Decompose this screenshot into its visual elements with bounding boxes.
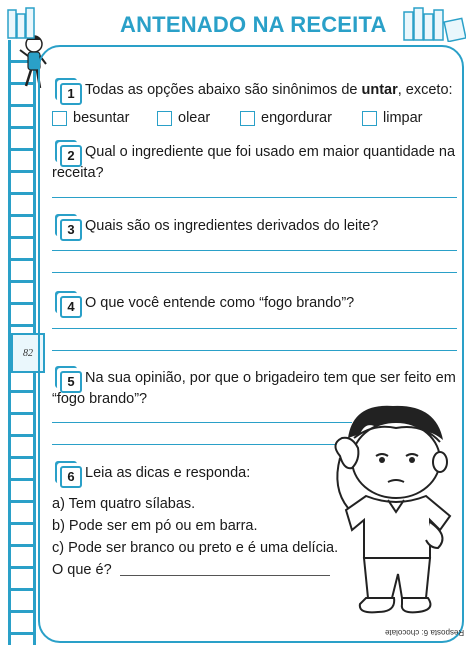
question-number-4: 4 (60, 296, 82, 318)
question-2-text-line2: receita? (52, 165, 104, 181)
question-number-3: 3 (60, 219, 82, 241)
question-number-2: 2 (60, 145, 82, 167)
question-number-6: 6 (60, 466, 82, 488)
answer-line-2[interactable] (52, 197, 457, 198)
question-1-text: Todas as opções abaixo são sinônimos de untar, exceto: (85, 82, 453, 98)
question-3-text: Quais são os ingredientes derivados do leite? (85, 218, 379, 234)
checkbox[interactable] (362, 111, 377, 126)
answer-line-5a[interactable] (52, 422, 352, 423)
question-number-5: 5 (60, 371, 82, 393)
question-5-text-line1: Na sua opinião, por que o brigadeiro tem que ser feito em (85, 370, 456, 386)
option-besuntar[interactable]: besuntar (52, 110, 129, 126)
question-6-prompt: O que é? (52, 562, 112, 578)
books-right-icon (402, 6, 466, 42)
answer-line-4b[interactable] (52, 350, 457, 351)
option-olear[interactable]: olear (157, 110, 210, 126)
checkbox[interactable] (157, 111, 172, 126)
clue-b: b) Pode ser em pó ou em barra. (52, 518, 258, 534)
books-left-icon (6, 6, 36, 40)
answer-line-3a[interactable] (52, 250, 457, 251)
checkbox[interactable] (240, 111, 255, 126)
thinking-boy-illustration (318, 398, 468, 630)
question-2-text-line1: Qual o ingrediente que foi usado em maior quantidade na (85, 144, 456, 160)
question-6-text: Leia as dicas e responda: (85, 465, 251, 481)
checkbox[interactable] (52, 111, 67, 126)
option-limpar[interactable]: limpar (362, 110, 422, 126)
worksheet-title: ANTENADO NA RECEITA (120, 12, 387, 37)
answer-line-6[interactable] (120, 575, 330, 576)
answer-line-4a[interactable] (52, 328, 457, 329)
page-number: 82 (11, 333, 45, 373)
answer-line-5b[interactable] (52, 444, 337, 445)
clue-a: a) Tem quatro sílabas. (52, 496, 196, 512)
answer-line-3b[interactable] (52, 272, 457, 273)
question-number-1: 1 (60, 83, 82, 105)
question-5-text-line2: “fogo brando”? (52, 391, 148, 407)
option-engordurar[interactable]: engordurar (240, 110, 332, 126)
clue-c: c) Pode ser branco ou preto e é uma delícia. (52, 540, 339, 556)
question-4-text: O que você entende como “fogo brando”? (85, 295, 355, 311)
answer-credit: Resposta 6: chocolate (385, 628, 465, 637)
